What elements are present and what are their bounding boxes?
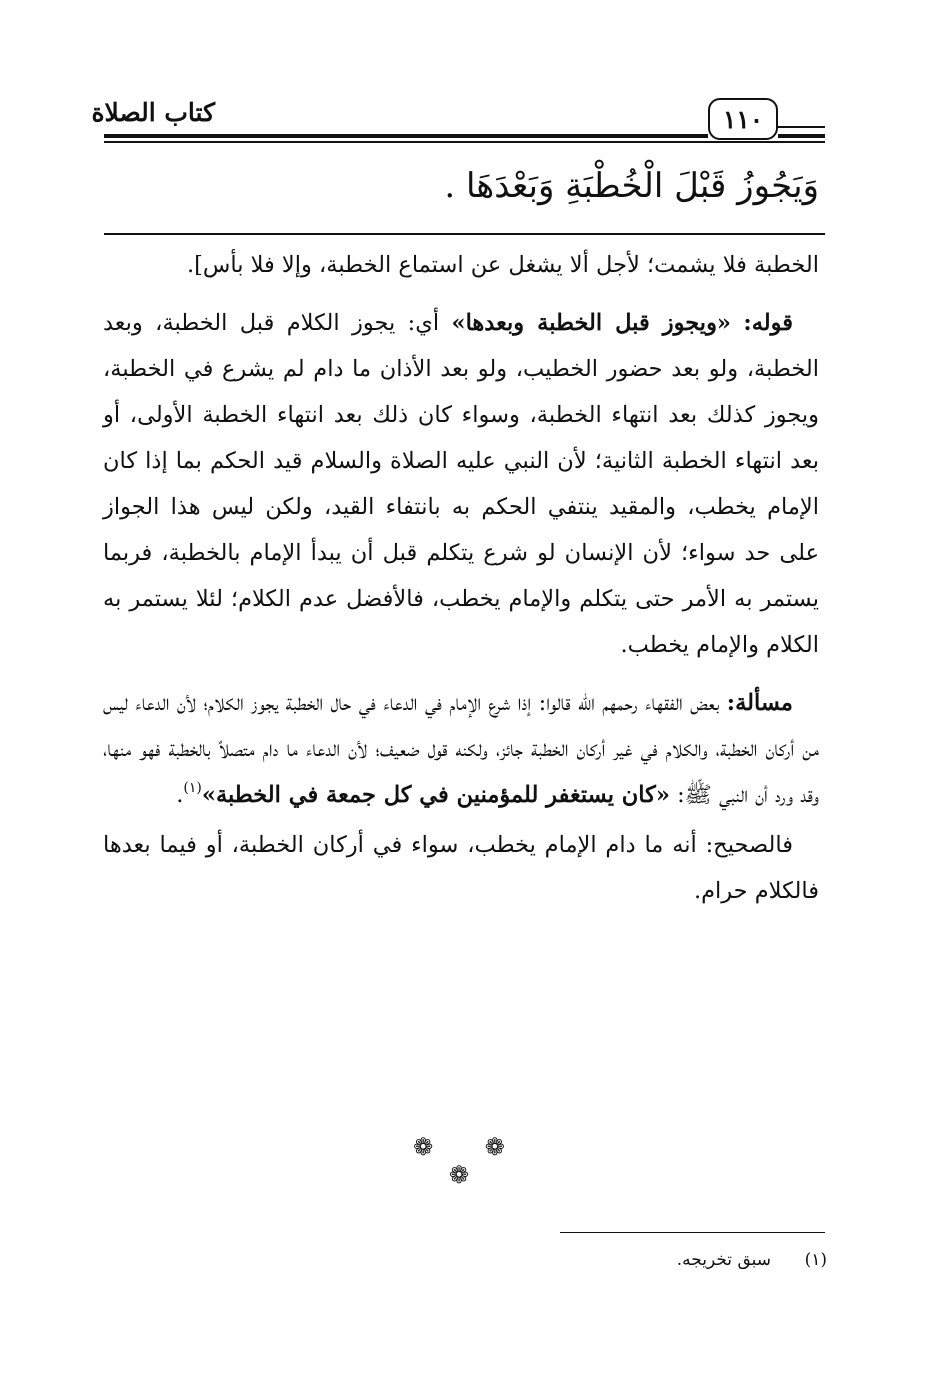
paragraph-4 [103, 822, 819, 914]
paragraph-2-text: أي: يجوز الكلام قبل الخطبة، وبعد الخطبة، ولو بعد حضور الخطيب، ولو بعد الأذان ما دام لم يشرع في الخطبة، ويجوز كذلك بعد انتهاء الخطبة، وسواء كان ذلك بعد انتهاء الخطبة الأولى، أو بعد انتهاء الخطبة الثانية؛ لأن النبي عليه الصلاة والسلام قيد الحكم بما إذا كان الإمام يخطب، والمقيد ينتفي الحكم به بانتفاء القيد، ولكن ليس هذا الجواز على حد سواء؛ لأن الإنسان لو شرع يتكلم قبل أن يبدأ الإمام بالخطبة، فربما يستمر به الأمر حتى يتكلم والإمام يخطب، فالأفضل عدم الكلام؛ لئلا يستمر به الكلام والإمام يخطب. [103, 310, 819, 658]
masala-label: مسألة: [726, 690, 793, 716]
matn-separator [104, 233, 825, 235]
page-number: ١١٠ [708, 98, 778, 140]
header-rule-thin [778, 126, 825, 128]
paragraph-1: الخطبة فلا يشمت؛ لأجل ألا يشغل عن استماع الخطبة، وإلا فلا بأس]. [186, 252, 819, 278]
footnote-text: سبق تخريجه. [676, 1250, 771, 1270]
commentary-body [103, 242, 819, 914]
paragraph-3-text: بعض الفقهاء رحمهم الله قالوا: إذا شرع الإمام في الدعاء في حال الخطبة يجوز الكلام؛ لأن الدعاء ليس من أركان الخطبة، والكلام في غير أركان الخطبة جائز، ولكنه قول ضعيف؛ لأن الدعاء ما دام متصلاً بالخطبة فهو منها، وقد ورد أن النبي ﷺ: [103, 690, 819, 808]
header-rule-underline [104, 141, 825, 143]
qawluhu-label: قوله: [743, 310, 793, 336]
footnote [127, 1246, 827, 1274]
footnote-rule [560, 1232, 825, 1233]
header-rule-main [104, 134, 708, 138]
section-separator-stars: ❁ ❁ ❁ [413, 1133, 527, 1189]
paragraph-4-text: فالصحيح: أنه ما دام الإمام يخطب، سواء في أركان الخطبة، أو فيما بعدها فالكلام حرام. [103, 832, 819, 904]
matn-quote: «ويجوز قبل الخطبة وبعدها» [451, 310, 731, 336]
footnote-ref: (١) [183, 780, 202, 796]
paragraph-2 [103, 300, 819, 668]
header-rule-thick [778, 134, 825, 138]
hadith-quote: «كان يستغفر للمؤمنين في كل جمعة في الخطبة» [201, 782, 670, 808]
paragraph-3-end: . [176, 782, 184, 808]
paragraph-3 [103, 680, 819, 818]
footnote-number: (١) [804, 1250, 827, 1270]
matn-text: وَيَجُوزُ قَبْلَ الْخُطْبَةِ وَبَعْدَهَا . [444, 166, 819, 206]
book-title: كتاب الصلاة [91, 98, 215, 127]
